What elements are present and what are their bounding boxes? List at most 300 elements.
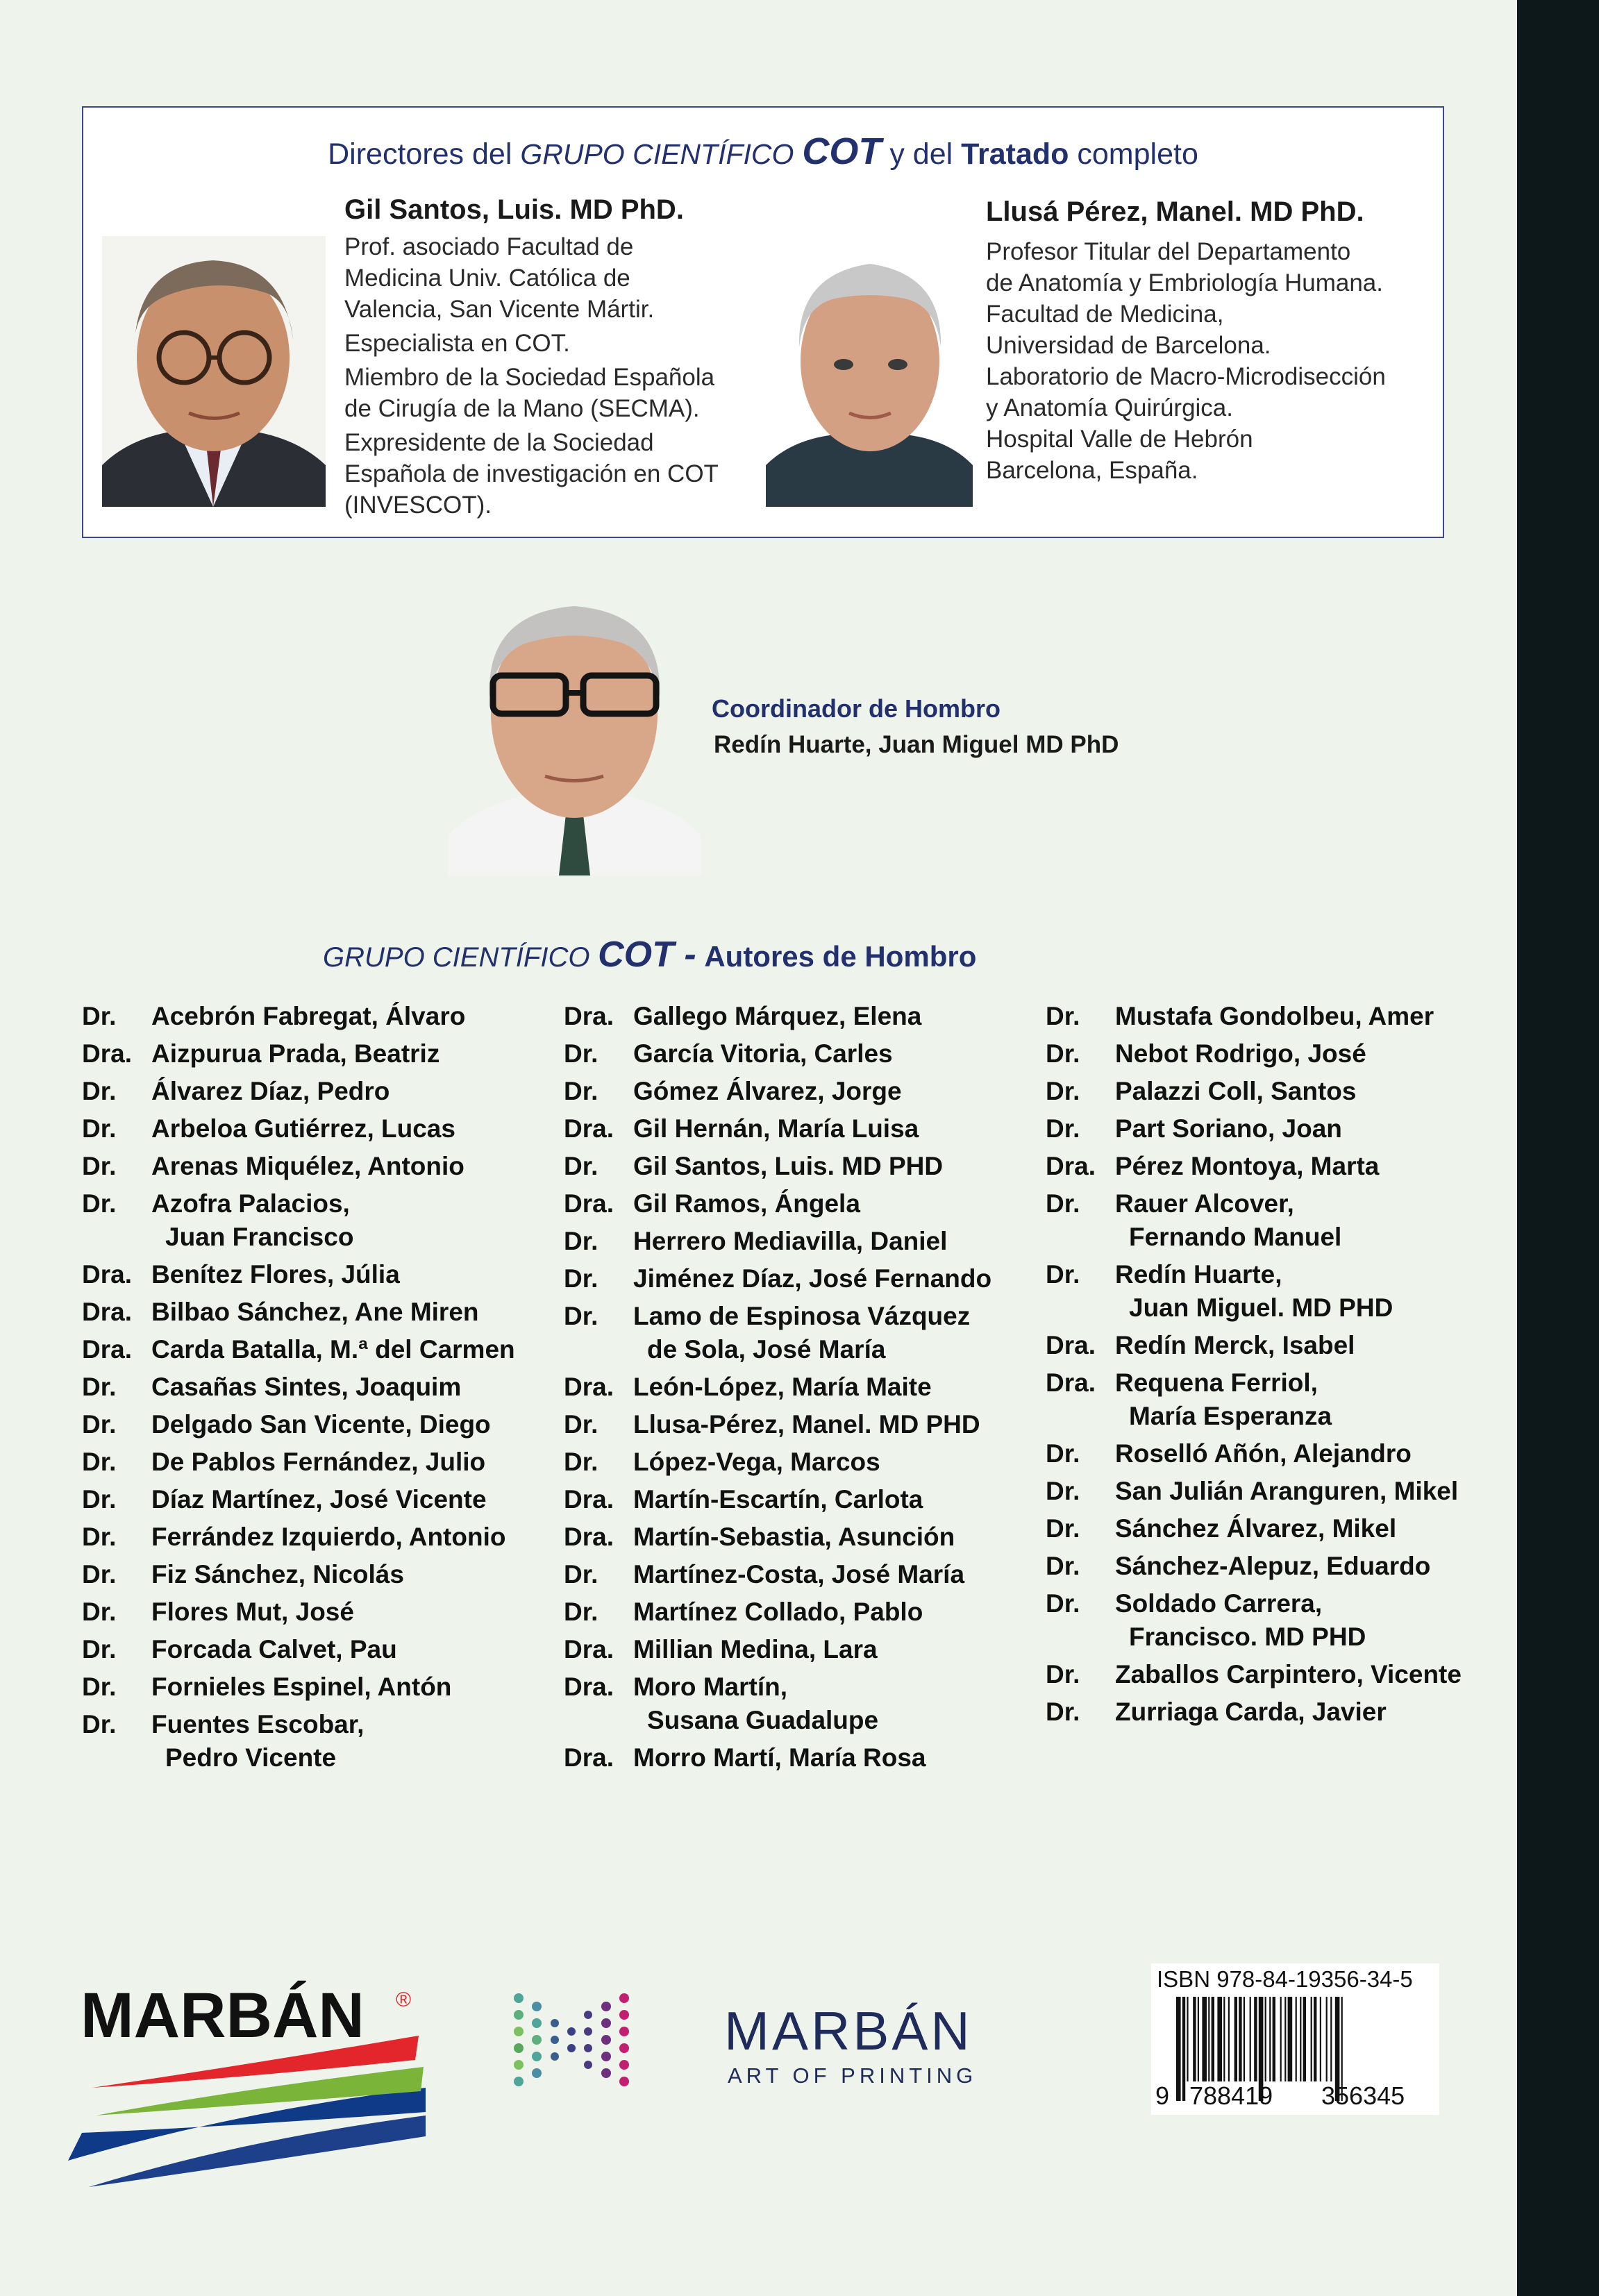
barcode-digits-left: 788419 [1189, 2081, 1273, 2110]
author-name-line: Sánchez-Alepuz, Eduardo [1115, 1552, 1431, 1580]
author-name [633, 1225, 947, 1258]
author-title: Dr. [564, 1598, 598, 1626]
author-title: Dr. [564, 1302, 598, 1330]
author-name [151, 1296, 479, 1329]
bio-line: Expresidente de la Sociedad [344, 429, 654, 456]
author-name-line: López-Vega, Marcos [633, 1448, 880, 1476]
author-entry [82, 1595, 515, 1629]
author-name-line: Fiz Sánchez, Nicolás [151, 1560, 404, 1589]
author-title: Dr. [82, 1077, 117, 1105]
author-title: Dra. [564, 1485, 614, 1514]
author-title: Dr. [1046, 1002, 1080, 1030]
author-name [1115, 1475, 1458, 1508]
author-entry [82, 1296, 515, 1329]
author-entry [564, 1225, 991, 1258]
barcode-bar [1326, 1997, 1328, 2081]
author-name-line: Ferrández Izquierdo, Antonio [151, 1523, 506, 1551]
bio-line: Valencia, San Vicente Mártir. [344, 296, 655, 323]
author-name-line: Soldado Carrera, [1115, 1589, 1323, 1618]
author-entry [564, 1150, 991, 1183]
authors-title-subtitle: Autores de Hombro [704, 940, 977, 973]
author-name-line: Sánchez Álvarez, Mikel [1115, 1514, 1397, 1543]
author-entry [564, 1300, 991, 1366]
author-title: Dr. [1046, 1439, 1080, 1468]
bio-line: Especialista en COT. [344, 330, 570, 357]
author-title: Dra. [1046, 1368, 1096, 1397]
author-name-line: Susana Guadalupe [647, 1706, 879, 1734]
author-name-line: Fornieles Espinel, Antón [151, 1673, 452, 1701]
author-title: Dra. [564, 1673, 614, 1701]
author-name [1115, 1366, 1332, 1433]
bio-line: y Anatomía Quirúrgica. [986, 394, 1233, 421]
barcode-bar [1303, 1997, 1306, 2081]
bio-line: Facultad de Medicina, [986, 301, 1224, 328]
author-name [151, 1000, 465, 1033]
author-title: Dra. [564, 1189, 614, 1218]
author-title: Dr. [1046, 1039, 1080, 1068]
author-name [633, 1408, 980, 1441]
author-entry [82, 1708, 515, 1775]
author-name [633, 1150, 943, 1183]
barcode-bar [1202, 1997, 1207, 2081]
author-name-line: Roselló Añón, Alejandro [1115, 1439, 1412, 1468]
author-name-line: Casañas Sintes, Joaquim [151, 1373, 462, 1401]
author-name [151, 1633, 397, 1666]
author-title: Dr. [82, 1152, 117, 1180]
author-name-line: Herrero Mediavilla, Daniel [633, 1227, 948, 1255]
author-name-line: Gómez Álvarez, Jorge [633, 1077, 902, 1105]
author-entry [564, 1670, 991, 1737]
barcode-digits-right: 356345 [1321, 2081, 1405, 2110]
barcode-bar [1212, 1997, 1214, 2081]
author-entry [82, 1187, 515, 1254]
author-name-line: Zaballos Carpintero, Vicente [1115, 1660, 1462, 1689]
author-name [151, 1333, 515, 1366]
author-name-line: De Pablos Fernández, Julio [151, 1448, 486, 1476]
author-name [1115, 1112, 1342, 1146]
author-title: Dr. [564, 1227, 598, 1255]
bio-line: de Anatomía y Embriología Humana. [986, 269, 1383, 296]
author-name-line: Arbeloa Gutiérrez, Lucas [151, 1114, 455, 1143]
barcode-bar [1234, 1997, 1237, 2081]
dots-icon [514, 1993, 629, 2086]
author-name-line: Francisco. MD PHD [1129, 1623, 1366, 1651]
author-name-line: Pedro Vicente [165, 1743, 337, 1772]
barcode-bar [1320, 1997, 1321, 2081]
author-entry [564, 1075, 991, 1108]
barcode-bar [1217, 1997, 1222, 2081]
art-logo-subtext: ART OF PRINTING [728, 2063, 978, 2088]
coordinator-role: Coordinador de Hombro [712, 694, 1001, 723]
author-entry [1046, 1550, 1462, 1583]
author-name [1115, 1512, 1396, 1545]
barcode-bar [1244, 1997, 1245, 2081]
barcode-bar [1265, 1997, 1266, 2081]
bio-line: Miembro de la Sociedad Española [344, 364, 715, 391]
author-name-line: Jiménez Díaz, José Fernando [633, 1264, 992, 1293]
title-text: Directores del [328, 137, 512, 171]
author-title: Dr. [1046, 1189, 1080, 1218]
coordinator-name: Redín Huarte, Juan Miguel MD PhD [714, 731, 1119, 758]
marban-art-of-printing-logo [510, 1986, 1017, 2097]
authors-column-3 [1046, 1000, 1462, 1733]
author-name [151, 1371, 461, 1404]
author-name [151, 1446, 485, 1479]
bio-line: Laboratorio de Macro-Microdisección [986, 363, 1386, 390]
author-entry [82, 1371, 515, 1404]
author-name [1115, 1329, 1355, 1362]
author-entry [1046, 1329, 1462, 1362]
author-name [151, 1187, 353, 1254]
title-treaty: Tratado [961, 137, 1069, 171]
author-name [151, 1595, 354, 1629]
author-entry [1046, 1587, 1462, 1654]
authors-title-cot: COT - [598, 935, 696, 975]
author-title: Dra. [564, 1635, 614, 1664]
author-name [1115, 1000, 1434, 1033]
author-name [633, 1741, 926, 1775]
author-entry [564, 1000, 991, 1033]
authors-title [323, 934, 976, 975]
barcode-bar [1193, 1997, 1196, 2081]
bio-line: Universidad de Barcelona. [986, 332, 1271, 359]
author-title: Dr. [1046, 1114, 1080, 1143]
author-title: Dr. [82, 1635, 117, 1664]
author-name-line: Martínez Collado, Pablo [633, 1598, 923, 1626]
author-title: Dr. [82, 1673, 117, 1701]
bio-line: Barcelona, España. [986, 457, 1198, 484]
director-1-photo [102, 236, 326, 507]
author-entry [82, 1446, 515, 1479]
author-title: Dr. [82, 1710, 117, 1738]
author-name-line: García Vitoria, Carles [633, 1039, 893, 1068]
author-name [151, 1408, 491, 1441]
coordinator-photo [448, 578, 701, 875]
authors-column-2 [564, 1000, 991, 1779]
author-name-line: Fernando Manuel [1129, 1223, 1342, 1251]
author-title: Dra. [564, 1002, 614, 1030]
directors-box [82, 106, 1444, 538]
author-name-line: Martínez-Costa, José María [633, 1560, 965, 1589]
author-entry [564, 1520, 991, 1554]
author-title: Dr. [1046, 1477, 1080, 1505]
author-name-line: Morro Martí, María Rosa [633, 1743, 926, 1772]
author-name-line: Nebot Rodrigo, José [1115, 1039, 1366, 1068]
author-name-line: Delgado San Vicente, Diego [151, 1410, 491, 1439]
bio-line: Medicina Univ. Católica de [344, 265, 630, 292]
author-title: Dr. [82, 1485, 117, 1514]
author-entry [1046, 1112, 1462, 1146]
author-title: Dr. [82, 1448, 117, 1476]
author-name-line: Requena Ferriol, [1115, 1368, 1318, 1397]
author-entry [82, 1670, 515, 1704]
director-2-name: Llusá Pérez, Manel. MD PhD. [986, 196, 1364, 227]
author-title: Dr. [564, 1410, 598, 1439]
author-title: Dra. [1046, 1152, 1096, 1180]
author-name [633, 1187, 860, 1221]
author-entry [564, 1262, 991, 1296]
author-title: Dr. [1046, 1589, 1080, 1618]
author-name-line: Bilbao Sánchez, Ane Miren [151, 1298, 479, 1326]
author-title: Dr. [1046, 1514, 1080, 1543]
author-name [1115, 1587, 1366, 1654]
author-name-line: Rauer Alcover, [1115, 1189, 1294, 1218]
author-entry [1046, 1475, 1462, 1508]
isbn-label: ISBN 978-84-19356-34-5 [1157, 1966, 1413, 1992]
author-title: Dra. [564, 1523, 614, 1551]
author-name-line: Gil Santos, Luis. MD PHD [633, 1152, 944, 1180]
author-name-line: Llusa-Pérez, Manel. MD PHD [633, 1410, 980, 1439]
author-name-line: León-López, María Maite [633, 1373, 932, 1401]
barcode-bar [1269, 1997, 1271, 2081]
author-title: Dr. [82, 1560, 117, 1589]
authors-title-group: GRUPO CIENTÍFICO [323, 942, 590, 973]
barcode-bar [1330, 1997, 1332, 2081]
author-title: Dr. [1046, 1077, 1080, 1105]
barcode-digit-prefix: 9 [1155, 2081, 1170, 2110]
directors-title [83, 130, 1443, 173]
author-title: Dr. [1046, 1552, 1080, 1580]
author-entry [564, 1187, 991, 1221]
author-title: Dr. [82, 1598, 117, 1626]
author-name [151, 1150, 464, 1183]
barcode-bar [1182, 1997, 1185, 2101]
author-name [1115, 1037, 1366, 1071]
author-name [633, 1371, 932, 1404]
barcode-bar [1273, 1997, 1275, 2081]
author-name [151, 1483, 487, 1516]
isbn-barcode [1151, 1963, 1439, 2115]
author-name-line: Gil Hernán, María Luisa [633, 1114, 919, 1143]
author-name-line: Pérez Montoya, Marta [1115, 1152, 1380, 1180]
author-name-line: Fuentes Escobar, [151, 1710, 365, 1738]
bio-line: (INVESCOT). [344, 492, 492, 519]
author-title: Dr. [1046, 1660, 1080, 1689]
bio-line: Prof. asociado Facultad de [344, 233, 634, 260]
author-title: Dra. [564, 1373, 614, 1401]
author-entry [1046, 1695, 1462, 1729]
author-name-line: Redín Huarte, [1115, 1260, 1282, 1289]
author-name [633, 1000, 921, 1033]
author-title: Dra. [1046, 1331, 1096, 1359]
author-name-line: Lamo de Espinosa Vázquez [633, 1302, 971, 1330]
author-name [1115, 1150, 1379, 1183]
author-title: Dr. [564, 1039, 598, 1068]
author-entry [564, 1483, 991, 1516]
title-cot: COT [802, 131, 882, 172]
author-name [633, 1595, 923, 1629]
author-title: Dr. [1046, 1698, 1080, 1726]
author-entry [1046, 1437, 1462, 1470]
author-name [1115, 1187, 1341, 1254]
author-name-line: Azofra Palacios, [151, 1189, 350, 1218]
author-name [1115, 1658, 1462, 1691]
author-title: Dra. [82, 1260, 132, 1289]
barcode-bar [1208, 1997, 1209, 2081]
director-2-photo [766, 243, 973, 507]
author-entry [1046, 1037, 1462, 1071]
author-title: Dr. [564, 1448, 598, 1476]
author-name-line: Palazzi Coll, Santos [1115, 1077, 1357, 1105]
author-name-line: de Sola, José María [647, 1335, 886, 1364]
author-title: Dr. [82, 1189, 117, 1218]
author-name-line: Part Soriano, Joan [1115, 1114, 1342, 1143]
bio-line: Española de investigación en COT [344, 460, 719, 487]
author-name-line: Millian Medina, Lara [633, 1635, 878, 1664]
barcode-bar [1314, 1997, 1316, 2081]
author-title: Dr. [82, 1002, 117, 1030]
author-name-line: Acebrón Fabregat, Álvaro [151, 1002, 466, 1030]
author-name-line: Redín Merck, Isabel [1115, 1331, 1355, 1359]
author-entry [82, 1333, 515, 1366]
author-title: Dr. [564, 1560, 598, 1589]
barcode-bar [1288, 1997, 1293, 2081]
author-entry [82, 1520, 515, 1554]
author-name-line: Forcada Calvet, Pau [151, 1635, 397, 1664]
author-name-line: Carda Batalla, M.ª del Carmen [151, 1335, 515, 1364]
author-name [633, 1520, 955, 1554]
barcode-bar [1280, 1997, 1282, 2081]
author-title: Dr. [564, 1077, 598, 1105]
author-entry [1046, 1075, 1462, 1108]
marban-logo [68, 1966, 443, 2188]
author-name [151, 1558, 404, 1591]
barcode-bar [1239, 1997, 1241, 2081]
director-2-bio [986, 236, 1386, 486]
author-name-line: Martín-Sebastia, Asunción [633, 1523, 955, 1551]
author-entry [82, 1633, 515, 1666]
author-name-line: Juan Francisco [165, 1223, 354, 1251]
author-title: Dr. [564, 1264, 598, 1293]
author-name-line: Martín-Escartín, Carlota [633, 1485, 923, 1514]
author-name-line: Arenas Miquélez, Antonio [151, 1152, 464, 1180]
barcode-bar [1254, 1997, 1257, 2081]
author-entry [1046, 1366, 1462, 1433]
author-entry [1046, 1258, 1462, 1325]
author-name [151, 1520, 505, 1554]
author-entry [564, 1595, 991, 1629]
author-entry [82, 1408, 515, 1441]
authors-column-1 [82, 1000, 515, 1779]
barcode-bar [1311, 1997, 1312, 2081]
author-name-line: Aizpurua Prada, Beatriz [151, 1039, 440, 1068]
author-entry [564, 1741, 991, 1775]
author-entry [82, 1150, 515, 1183]
author-entry [564, 1408, 991, 1441]
book-spine [1517, 0, 1599, 2296]
bio-line: de Cirugía de la Mano (SECMA). [344, 395, 700, 422]
author-name [633, 1262, 991, 1296]
barcode-bar [1250, 1997, 1251, 2081]
title-group: GRUPO CIENTÍFICO [520, 138, 794, 170]
author-name [151, 1708, 364, 1775]
author-name-line: Mustafa Gondolbeu, Amer [1115, 1002, 1434, 1030]
author-name [633, 1558, 964, 1591]
author-title: Dr. [82, 1373, 117, 1401]
author-title: Dr. [564, 1152, 598, 1180]
author-name-line: Benítez Flores, Júlia [151, 1260, 400, 1289]
art-logo-text: MARBÁN [724, 2000, 973, 2061]
barcode-bar [1300, 1997, 1301, 2081]
author-title: Dr. [82, 1523, 117, 1551]
marban-logo-text: MARBÁN [81, 1980, 365, 2051]
author-name [151, 1075, 390, 1108]
author-name [151, 1037, 439, 1071]
author-name-line: San Julián Aranguren, Mikel [1115, 1477, 1459, 1505]
author-title: Dra. [82, 1039, 132, 1068]
author-entry [82, 1558, 515, 1591]
author-name [1115, 1075, 1356, 1108]
author-entry [1046, 1187, 1462, 1254]
author-entry [564, 1446, 991, 1479]
author-name [633, 1483, 923, 1516]
author-entry [82, 1000, 515, 1033]
author-name [633, 1075, 902, 1108]
author-name [151, 1112, 455, 1146]
barcode-bar [1284, 1997, 1286, 2081]
title-text: y del [889, 137, 953, 171]
author-name [633, 1300, 970, 1366]
author-entry [82, 1075, 515, 1108]
barcode-bar [1198, 1997, 1199, 2081]
author-entry [564, 1112, 991, 1146]
barcode-bar [1187, 1997, 1188, 2081]
director-1-name: Gil Santos, Luis. MD PhD. [344, 194, 684, 225]
author-name-line: María Esperanza [1129, 1402, 1332, 1430]
author-title: Dr. [82, 1114, 117, 1143]
author-name-line: Álvarez Díaz, Pedro [151, 1077, 390, 1105]
author-name-line: Flores Mut, José [151, 1598, 354, 1626]
author-name-line: Díaz Martínez, José Vicente [151, 1485, 487, 1514]
author-name [1115, 1258, 1393, 1325]
author-name [1115, 1550, 1430, 1583]
author-title: Dra. [564, 1743, 614, 1772]
author-entry [82, 1483, 515, 1516]
author-name [633, 1112, 919, 1146]
bio-line: Hospital Valle de Hebrón [986, 426, 1253, 453]
barcode-bar [1296, 1997, 1297, 2081]
registered-mark: ® [396, 1988, 412, 2011]
author-name [633, 1446, 880, 1479]
author-name [633, 1670, 878, 1737]
author-entry [82, 1112, 515, 1146]
author-entry [564, 1037, 991, 1071]
director-1-bio [344, 231, 719, 521]
author-name-line: Zurriaga Carda, Javier [1115, 1698, 1387, 1726]
barcode-bar [1223, 1997, 1225, 2081]
author-name-line: Moro Martín, [633, 1673, 787, 1701]
author-name-line: Gallego Márquez, Elena [633, 1002, 922, 1030]
title-text: completo [1077, 137, 1198, 171]
author-entry [1046, 1000, 1462, 1033]
author-entry [564, 1558, 991, 1591]
author-title: Dra. [82, 1335, 132, 1364]
author-title: Dra. [564, 1114, 614, 1143]
author-name-line: Gil Ramos, Ángela [633, 1189, 860, 1218]
author-title: Dra. [82, 1298, 132, 1326]
bio-line: Profesor Titular del Departamento [986, 238, 1351, 265]
barcode-bar [1176, 1997, 1181, 2101]
author-entry [1046, 1150, 1462, 1183]
author-name [633, 1633, 878, 1666]
author-entry [1046, 1658, 1462, 1691]
author-name [1115, 1437, 1412, 1470]
barcode-bar [1228, 1997, 1230, 2081]
author-name [633, 1037, 893, 1071]
author-title: Dr. [1046, 1260, 1080, 1289]
author-name-line: Juan Miguel. MD PHD [1129, 1293, 1393, 1322]
author-entry [564, 1371, 991, 1404]
